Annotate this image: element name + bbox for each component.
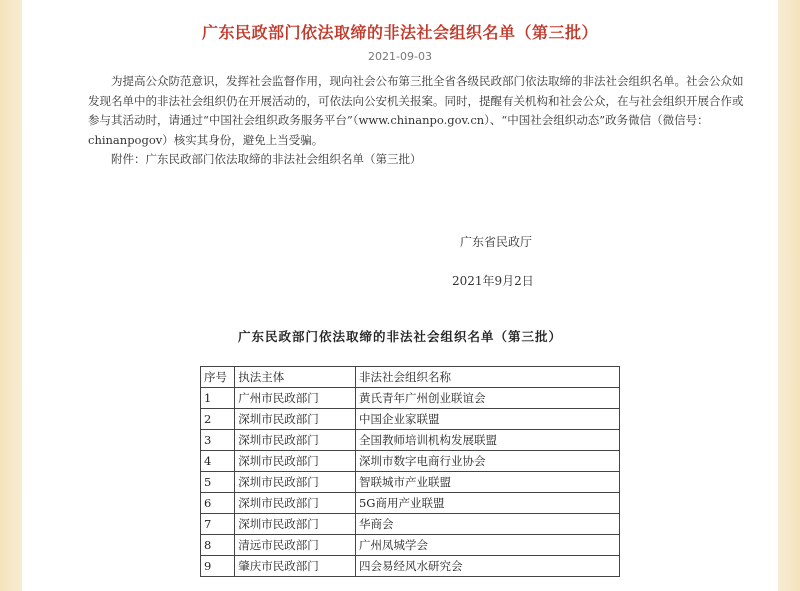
row-authority: 深圳市民政部门 bbox=[235, 493, 356, 514]
row-index: 1 bbox=[201, 388, 235, 409]
row-index: 9 bbox=[201, 556, 235, 577]
row-authority: 深圳市民政部门 bbox=[235, 430, 356, 451]
row-authority: 深圳市民政部门 bbox=[235, 472, 356, 493]
row-organization: 华商会 bbox=[355, 514, 619, 535]
row-organization: 四会易经风水研究会 bbox=[355, 556, 619, 577]
row-index: 7 bbox=[201, 514, 235, 535]
table-row bbox=[201, 493, 620, 514]
row-index: 8 bbox=[201, 535, 235, 556]
table-header-row bbox=[201, 367, 620, 388]
table-row bbox=[201, 409, 620, 430]
table-row bbox=[201, 535, 620, 556]
row-organization: 全国教师培训机构发展联盟 bbox=[355, 430, 619, 451]
row-organization: 黄氏青年广州创业联谊会 bbox=[355, 388, 619, 409]
article-page bbox=[22, 0, 778, 591]
table-row bbox=[201, 451, 620, 472]
article-paragraph: 为提高公众防范意识，发挥社会监督作用，现向社会公布第三批全省各级民政部门依法取缔的非法社会组织名单。社会公众如发现名单中的非法社会组织仍在开展活动的，可依法向公安机关报案。同时，提醒有关机构和社会公众，在与社会组织开展合作或参与其活动时，请通过“中国社会组织政务服务平台”（www.chinanpo.gov.cn）、“中国社会组织动态”政务微信（微信号：chinanpogov）核实其身份，避免上当受骗。 bbox=[88, 74, 744, 147]
row-authority: 广州市民政部门 bbox=[235, 388, 356, 409]
sign-date: 2021年9月2日 bbox=[452, 274, 534, 288]
table-row bbox=[201, 472, 620, 493]
table-title: 广东民政部门依法取缔的非法社会组织名单（第三批） bbox=[237, 329, 562, 344]
row-organization: 广州凤城学会 bbox=[355, 535, 619, 556]
header-organization: 非法社会组织名称 bbox=[355, 367, 619, 388]
table-row bbox=[201, 514, 620, 535]
row-organization: 5G商用产业联盟 bbox=[355, 493, 619, 514]
left-background-strip bbox=[0, 0, 22, 591]
row-index: 5 bbox=[201, 472, 235, 493]
header-authority: 执法主体 bbox=[235, 367, 356, 388]
row-authority: 深圳市民政部门 bbox=[235, 451, 356, 472]
row-organization: 深圳市数字电商行业协会 bbox=[355, 451, 619, 472]
issuer-name: 广东省民政厅 bbox=[460, 235, 533, 249]
row-index: 2 bbox=[201, 409, 235, 430]
table-row bbox=[201, 430, 620, 451]
article-title: 广东民政部门依法取缔的非法社会组织名单（第三批） bbox=[201, 23, 598, 42]
row-index: 6 bbox=[201, 493, 235, 514]
article-date: 2021-09-03 bbox=[368, 50, 432, 63]
row-organization: 中国企业家联盟 bbox=[355, 409, 619, 430]
row-authority: 清远市民政部门 bbox=[235, 535, 356, 556]
row-index: 3 bbox=[201, 430, 235, 451]
table-row bbox=[201, 388, 620, 409]
attachment-note: 附件：广东民政部门依法取缔的非法社会组织名单（第三批） bbox=[111, 152, 422, 166]
right-background-strip bbox=[778, 0, 800, 591]
header-index: 序号 bbox=[201, 367, 235, 388]
row-organization: 智联城市产业联盟 bbox=[355, 472, 619, 493]
row-authority: 深圳市民政部门 bbox=[235, 409, 356, 430]
row-authority: 深圳市民政部门 bbox=[235, 514, 356, 535]
article-body bbox=[88, 72, 748, 170]
organization-table bbox=[200, 366, 620, 577]
table-row bbox=[201, 556, 620, 577]
row-authority: 肇庆市民政部门 bbox=[235, 556, 356, 577]
row-index: 4 bbox=[201, 451, 235, 472]
